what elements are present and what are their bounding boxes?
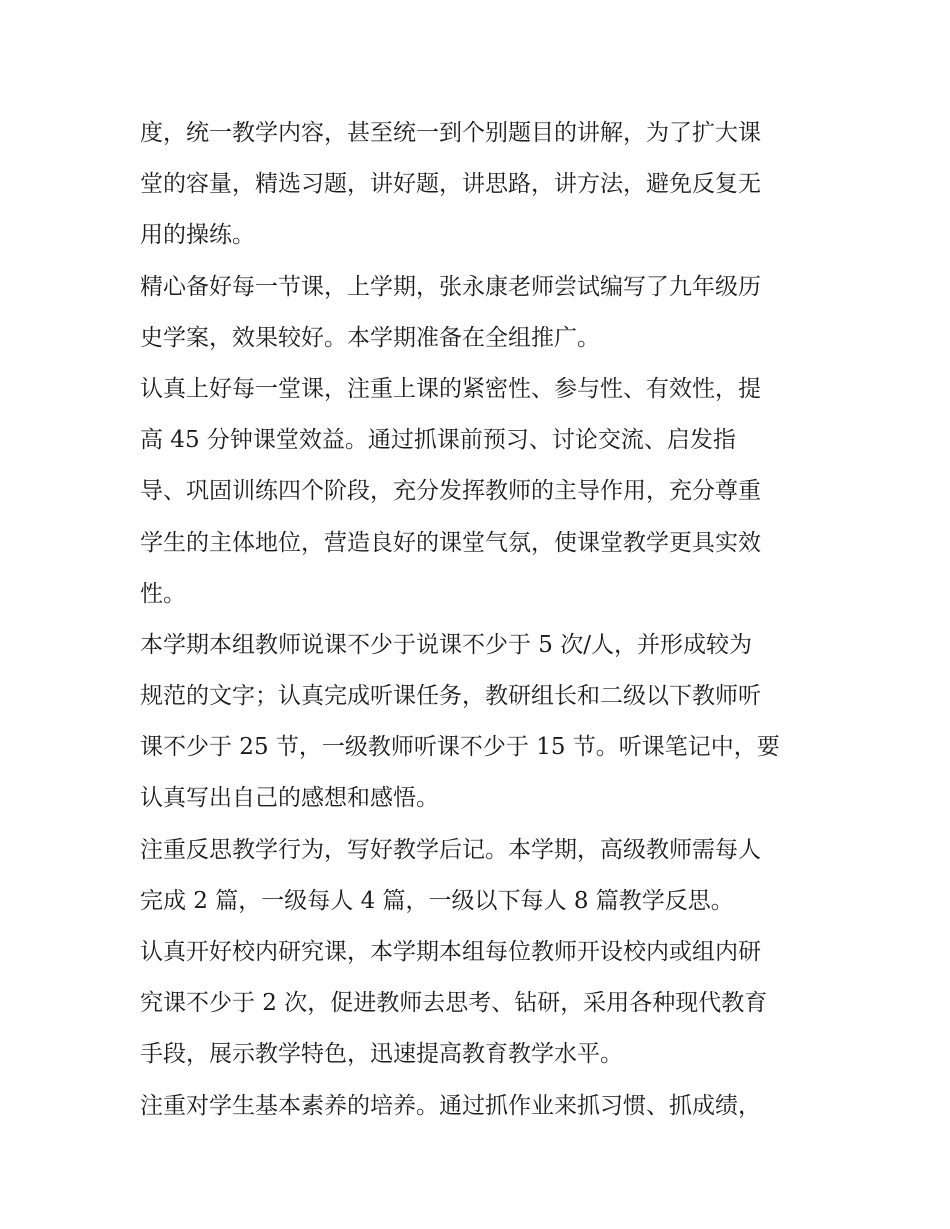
text-line: 注重反思教学行为，写好教学后记。本学期，高级教师需每人 <box>140 836 761 863</box>
text-line: 认真开好校内研究课，本学期本组每位教师开设校内或组内研 <box>140 939 761 965</box>
text-line: 史学案，效果较好。本学期准备在全组推广。 <box>140 324 600 351</box>
text-line: 用的操练。 <box>140 222 255 249</box>
text-line: 导、巩固训练四个阶段，充分发挥教师的主导作用，充分尊重 <box>140 478 761 505</box>
document-body <box>140 108 820 1132</box>
text-line: 精心备好每一节课，上学期，张永康老师尝试编写了九年级历 <box>140 273 761 300</box>
text-line: 手段，展示教学特色，迅速提高教育教学水平。 <box>140 1041 623 1068</box>
text-line: 认真上好每一堂课，注重上课的紧密性、参与性、有效性，提 <box>140 375 761 402</box>
text-line: 性。 <box>140 580 186 607</box>
text-line: 课不少于 25 节，一级教师听课不少于 15 节。听课笔记中，要 <box>140 734 780 761</box>
text-line: 规范的文字；认真完成听课任务，教研组长和二级以下教师听 <box>140 683 761 710</box>
text-line: 堂的容量，精选习题，讲好题，讲思路，讲方法，避免反复无 <box>140 171 761 198</box>
text-line: 高 45 分钟课堂效益。通过抓课前预习、讨论交流、启发指 <box>140 427 736 454</box>
text-line: 完成 2 篇，一级每人 4 篇，一级以下每人 8 篇教学反思。 <box>140 887 734 914</box>
text-line: 究课不少于 2 次，促进教师去思考、钻研，采用各种现代教育 <box>140 990 768 1017</box>
text-line: 注重对学生基本素养的培养。通过抓作业来抓习惯、抓成绩， <box>140 1092 761 1119</box>
text-line: 本学期本组教师说课不少于说课不少于 5 次/人，并形成较为 <box>140 631 753 658</box>
text-line: 学生的主体地位，营造良好的课堂气氛，使课堂教学更具实效 <box>140 529 761 556</box>
text-line: 认真写出自己的感想和感悟。 <box>140 785 439 812</box>
text-line: 度，统一教学内容，甚至统一到个别题目的讲解，为了扩大课 <box>140 120 761 146</box>
